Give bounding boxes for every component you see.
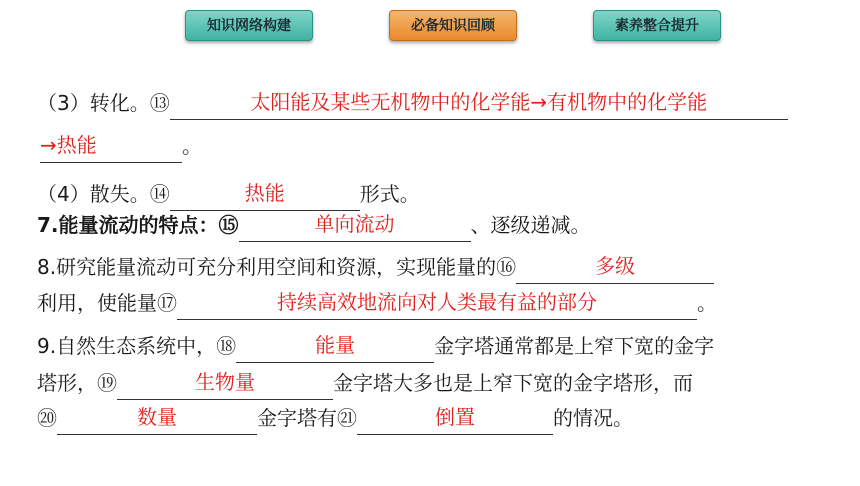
item-q9-line2 <box>0 366 860 400</box>
q9-mid2: 金字塔大多也是上窄下宽的金字塔形，而 <box>333 371 693 395</box>
item-dissipate <box>0 177 860 211</box>
blank-18 <box>236 329 434 363</box>
blank-13-cont <box>40 129 182 163</box>
item-q8-line1 <box>0 250 860 284</box>
answer-19: 生物量 <box>195 370 255 394</box>
item-transform-line1 <box>0 86 860 120</box>
q9-line3-prefix: ⑳ <box>37 406 57 430</box>
blank-20 <box>57 401 257 435</box>
blank-21 <box>357 401 553 435</box>
blank-15 <box>239 208 471 242</box>
q7-prefix: 7.能量流动的特点：⑮ <box>37 213 239 237</box>
q9-line2-prefix: 塔形，⑲ <box>37 371 117 395</box>
answer-16: 多级 <box>595 254 636 278</box>
q8-line2-prefix: 利用，使能量⑰ <box>37 291 177 315</box>
blank-19 <box>117 366 333 400</box>
answer-17: 持续高效地流向对人类最有益的部分 <box>277 290 597 314</box>
blank-13 <box>170 86 788 120</box>
q8-end: 。 <box>697 291 717 315</box>
q9-end: 的情况。 <box>553 406 633 430</box>
tab-knowledge-network[interactable]: 知识网络构建 <box>185 10 313 41</box>
answer-18: 能量 <box>315 333 356 357</box>
item-dissipate-suffix: 形式。 <box>359 182 420 206</box>
item-transform-prefix: （3）转化。⑬ <box>37 91 170 115</box>
blank-17 <box>177 286 697 320</box>
item-q8-line2 <box>0 286 860 320</box>
blank-14 <box>170 177 360 211</box>
q7-suffix: 、逐级递减。 <box>470 213 591 237</box>
nav-tabs <box>0 0 860 50</box>
answer-15: 单向流动 <box>314 212 395 236</box>
q9-prefix: 9.自然生态系统中，⑱ <box>37 334 237 358</box>
item-transform-end: 。 <box>182 134 202 158</box>
answer-20: 数量 <box>137 405 177 429</box>
q9-mid1: 金字塔通常都是上窄下宽的金字 <box>434 334 715 358</box>
q8-prefix: 8.研究能量流动可充分利用空间和资源，实现能量的⑯ <box>37 255 517 279</box>
answer-13b: →热能 <box>40 133 97 157</box>
q9-mid3: 金字塔有㉑ <box>257 406 357 430</box>
answer-21: 倒置 <box>435 405 475 429</box>
blank-16 <box>516 250 714 284</box>
item-q9-line3 <box>0 401 860 435</box>
tab-literacy-integration[interactable]: 素养整合提升 <box>593 10 721 41</box>
item-dissipate-prefix: （4）散失。⑭ <box>37 182 170 206</box>
answer-14: 热能 <box>244 181 285 205</box>
item-transform-line2 <box>0 129 860 163</box>
item-q9-line1 <box>0 329 860 363</box>
item-q7 <box>0 208 860 242</box>
tab-essential-review[interactable]: 必备知识回顾 <box>389 10 517 41</box>
answer-13a: 太阳能及某些无机物中的化学能→有机物中的化学能 <box>250 90 708 114</box>
